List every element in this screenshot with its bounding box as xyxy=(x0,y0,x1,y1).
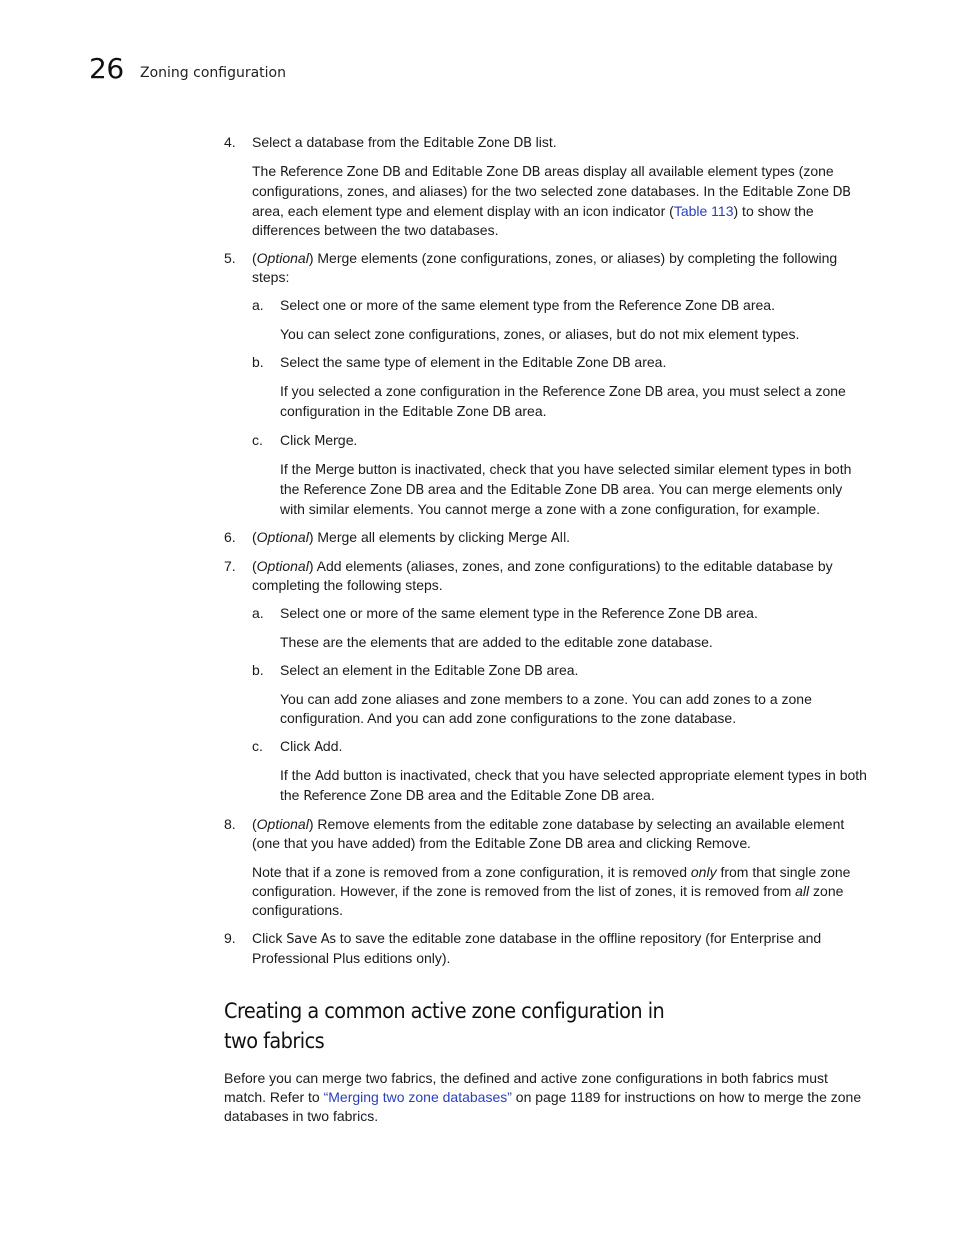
step-8-note xyxy=(252,863,869,920)
step-number: 7. xyxy=(224,558,236,574)
note-text: If the xyxy=(280,461,316,477)
step-5c xyxy=(252,431,869,451)
section-paragraph xyxy=(224,1069,869,1126)
step-text: ) Remove elements from the editable zone database by selecting an available element (one that you have added) from the xyxy=(252,816,845,851)
section-heading: Creating a common active zone configuration in two fabrics xyxy=(224,999,665,1053)
step-6 xyxy=(224,528,869,548)
step-text: ( xyxy=(252,529,257,545)
substep-text: . xyxy=(353,432,358,448)
step-text: ( xyxy=(252,250,257,266)
step-5a xyxy=(252,296,869,316)
step-text: . xyxy=(746,835,751,851)
substep-text: area. xyxy=(722,605,758,621)
step-7c xyxy=(252,737,869,757)
paragraph-text: Before you can merge two fabrics, the defined and active zone configurations in both fabrics must match. Refer to xyxy=(224,1070,828,1105)
step-text: list. xyxy=(531,134,557,150)
note-text: area. You can merge elements only with similar elements. You cannot merge a zone with a zone configuration, for example. xyxy=(280,481,843,517)
step-5 xyxy=(224,249,869,287)
ui-term: Editable Zone DB xyxy=(510,789,619,804)
ui-term: Merge All xyxy=(508,531,567,546)
substep-letter: c. xyxy=(252,432,263,448)
ui-term: Editable Zone DB xyxy=(423,136,532,151)
note-text: area and the xyxy=(424,481,511,497)
ui-term: Reference Zone DB xyxy=(601,607,723,622)
step-number: 6. xyxy=(224,529,236,545)
step-5b-note xyxy=(280,382,869,422)
note-text: zone configurations. xyxy=(252,883,844,918)
substep-letter: a. xyxy=(252,605,264,621)
step-5b xyxy=(252,353,869,373)
ui-term: Reference Zone DB xyxy=(280,165,401,180)
step-4 xyxy=(224,133,869,153)
substep-text: Select one or more of the same element type from the xyxy=(280,297,619,313)
ui-term: Add xyxy=(314,740,339,755)
step-number: 5. xyxy=(224,250,236,266)
step-4-note xyxy=(252,162,869,240)
substep-text: area. xyxy=(630,354,667,370)
substep-text: Click xyxy=(280,432,315,448)
substep-text: Select one or more of the same element type in the xyxy=(280,605,602,621)
ui-term: Editable Zone DB xyxy=(402,405,511,420)
ui-term: Reference Zone DB xyxy=(542,385,663,400)
step-9 xyxy=(224,929,869,968)
ui-term: Editable Zone DB xyxy=(474,837,584,852)
step-text: Select a database from the xyxy=(252,134,424,150)
step-7c-note xyxy=(280,766,869,806)
substep-letter: c. xyxy=(252,738,263,754)
substep-text: area. xyxy=(542,662,579,678)
note-text: area, each element type and element display with an icon indicator ( xyxy=(252,203,674,219)
step-5a-note: You can select zone configurations, zones, or aliases, but do not mix element types. xyxy=(280,326,800,342)
optional-label: Optional xyxy=(256,250,309,266)
ui-term: Merge xyxy=(314,434,354,449)
ui-term: Remove xyxy=(695,837,747,852)
step-number: 9. xyxy=(224,930,236,946)
step-text: Click xyxy=(252,930,287,946)
step-5c-note xyxy=(280,460,869,519)
ui-term: Editable Zone DB xyxy=(522,356,631,371)
note-text: If the xyxy=(280,767,316,783)
substep-text: . xyxy=(338,738,343,754)
note-text: button is inactivated, check that you have selected similar element types in both the xyxy=(280,461,852,497)
substep-letter: b. xyxy=(252,354,264,370)
optional-label: Optional xyxy=(256,558,309,574)
ui-term: Reference Zone DB xyxy=(303,789,425,804)
note-text: If you selected a zone configuration in the xyxy=(280,383,543,399)
page-body xyxy=(224,133,869,1135)
step-text: ) Merge all elements by clicking xyxy=(308,529,509,545)
step-7b xyxy=(252,661,869,681)
step-number: 8. xyxy=(224,816,236,832)
step-7b-note: You can add zone aliases and zone members to a zone. You can add zones to a zone configuration. And you can add zone configurations to the zone database. xyxy=(280,691,812,726)
step-7 xyxy=(224,557,869,595)
note-text: and xyxy=(400,163,432,179)
optional-label: Optional xyxy=(256,529,309,545)
step-7a xyxy=(252,604,869,624)
ui-term: Editable Zone DB xyxy=(742,185,851,200)
note-text: Note that if a zone is removed from a zone configuration, it is removed xyxy=(252,864,691,880)
step-text: area and clicking xyxy=(583,835,696,851)
substep-text: Select an element in the xyxy=(280,662,435,678)
ui-term: Reference Zone DB xyxy=(303,483,425,498)
substep-letter: a. xyxy=(252,297,264,313)
ui-term: Editable Zone DB xyxy=(431,165,541,180)
step-text: . xyxy=(566,529,571,545)
note-text: from that single zone configuration. However, if the zone is removed from the list of zones, it is removed from xyxy=(252,864,851,899)
chapter-title: Zoning configuration xyxy=(140,65,286,81)
note-text: area. xyxy=(618,787,655,803)
step-text: ) Add elements (aliases, zones, and zone configurations) to the editable database by completing the following steps. xyxy=(252,558,833,593)
step-8 xyxy=(224,815,869,854)
step-text: ( xyxy=(252,816,257,832)
ui-term: Reference Zone DB xyxy=(618,299,740,314)
table-link[interactable]: Table 113 xyxy=(673,203,734,219)
note-text: ) to show the differences between the two databases. xyxy=(252,203,814,238)
ui-term: Editable Zone DB xyxy=(510,483,619,498)
paragraph-text: on page 1189 for instructions on how to merge the zone databases in two fabrics. xyxy=(224,1089,862,1124)
emphasis: all xyxy=(795,883,810,899)
ui-term: Save As xyxy=(286,932,336,947)
note-text: areas display all available element types (zone configurations, zones, and aliases) for the two selected zone databases. In the xyxy=(252,163,834,199)
cross-reference-link[interactable]: “Merging two zone databases” xyxy=(323,1089,512,1105)
step-number: 4. xyxy=(224,134,236,150)
chapter-number: 26 xyxy=(89,52,124,85)
substep-text: area. xyxy=(739,297,775,313)
substep-letter: b. xyxy=(252,662,264,678)
note-text: area, you must select a zone configuration in the xyxy=(280,383,846,419)
substep-text: Select the same type of element in the xyxy=(280,354,523,370)
note-text: The xyxy=(252,163,281,179)
step-text: to save the editable zone database in the offline repository (for Enterprise and Professional Plus editions only). xyxy=(252,930,822,966)
ui-term: Add xyxy=(315,769,340,784)
ui-term: Editable Zone DB xyxy=(434,664,543,679)
step-text: ( xyxy=(252,558,257,574)
step-7a-note: These are the elements that are added to the editable zone database. xyxy=(280,634,713,650)
emphasis: only xyxy=(690,864,717,880)
substep-text: Click xyxy=(280,738,315,754)
note-text: area and the xyxy=(424,787,511,803)
step-text: ) Merge elements (zone configurations, zones, or aliases) by completing the following steps: xyxy=(252,250,838,285)
note-text: area. xyxy=(510,403,547,419)
note-text: button is inactivated, check that you have selected appropriate element types in both the xyxy=(280,767,867,803)
ui-term: Merge xyxy=(315,463,355,478)
optional-label: Optional xyxy=(256,816,309,832)
